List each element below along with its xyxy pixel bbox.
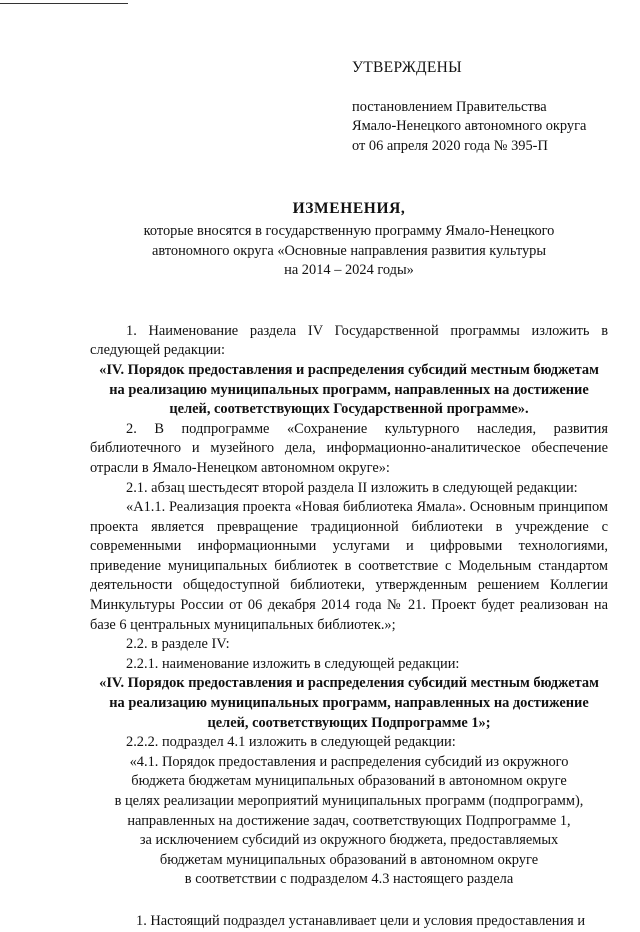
document-body [90,322,608,932]
paragraph-a1-1: «А1.1. Реализация проекта «Новая библиотека Ямала». Основным принципом проекта является превращение традиционной библиотеки в учреждение с современными информационными услугами и цифровыми технологиями, приведение муниципальных библиотек в соответствие с Модельным стандартом деятельности общедоступной библиотеки, утвержденным решением Коллегии Минкультуры России от 06 декабря 2014 года № 21. Проект будет реализован на базе 6 центральных муниципальных библиотек.»; [90,499,608,633]
approval-line: постановлением Правительства [352,98,547,115]
paragraph-2-2-1: 2.2.1. наименование изложить в следующей редакции: [126,655,460,672]
top-left-rule [0,3,128,4]
subsection-title-line: за исключением субсидий из окружного бюджета, предоставляемых [139,832,559,849]
document-page [90,58,608,932]
paragraph-1: 1. Наименование раздела IV Государственной программы изложить в следующей редакции: [90,322,608,359]
paragraph-2-2: 2.2. в разделе IV: [126,636,230,653]
paragraph-2: 2. В подпрограмме «Сохранение культурного наследия, развития библиотечного и музейного дела, информационно-аналитическое обеспечение отрасли в Ямало-Ненецком автономном округе»: [90,420,608,476]
document-subtitle-line: автономного округа «Основные направления развития культуры [151,242,547,259]
section-title-iv: «IV. Порядок предоставления и распределения субсидий местным бюджетам на реализацию муниципальных программ, направленных на достижение целей, соответствующих Государственной программе». [99,361,599,418]
approval-stamp [352,58,608,156]
subsection-title-line: направленных на достижение задач, соответствующих Подпрограмме 1, [127,812,571,829]
subsection-title-line: бюджетам муниципальных образований в автономном округе [159,851,539,868]
subsection-title-iv: «IV. Порядок предоставления и распределения субсидий местным бюджетам на реализацию муниципальных программ, направленных на достижение целей, соответствующих Подпрограмме 1»; [99,675,599,731]
approval-line: Ямало-Ненецкого автономного округа [352,118,587,135]
document-subtitle-line: которые вносятся в государственную программу Ямало-Ненецкого [143,222,555,239]
document-heading [90,199,608,280]
paragraph-4-1-1: 1. Настоящий подраздел устанавливает цели и условия предоставления и [136,912,586,929]
subsection-title-line: в соответствии с подразделом 4.3 настоящего раздела [184,871,514,888]
document-title: ИЗМЕНЕНИЯ, [292,200,406,218]
document-subtitle-line: на 2014 – 2024 годы» [284,262,414,279]
paragraph-2-2-2: 2.2.2. подраздел 4.1 изложить в следующей редакции: [126,734,456,751]
subsection-4-1-title [90,753,608,890]
subsection-title-line: в целях реализации мероприятий муниципальных программ (подпрограмм), [114,793,584,809]
subsection-title-line: «4.1. Порядок предоставления и распределения субсидий из окружного [129,753,569,770]
spacer [90,890,608,912]
approval-title: УТВЕРЖДЕНЫ [352,59,462,76]
subsection-title-line: бюджета бюджетам муниципальных образований в автономном округе [131,773,567,790]
paragraph-2-1: 2.1. абзац шестьдесят второй раздела II изложить в следующей редакции: [126,479,578,496]
approval-line: от 06 апреля 2020 года № 395-П [352,137,548,154]
